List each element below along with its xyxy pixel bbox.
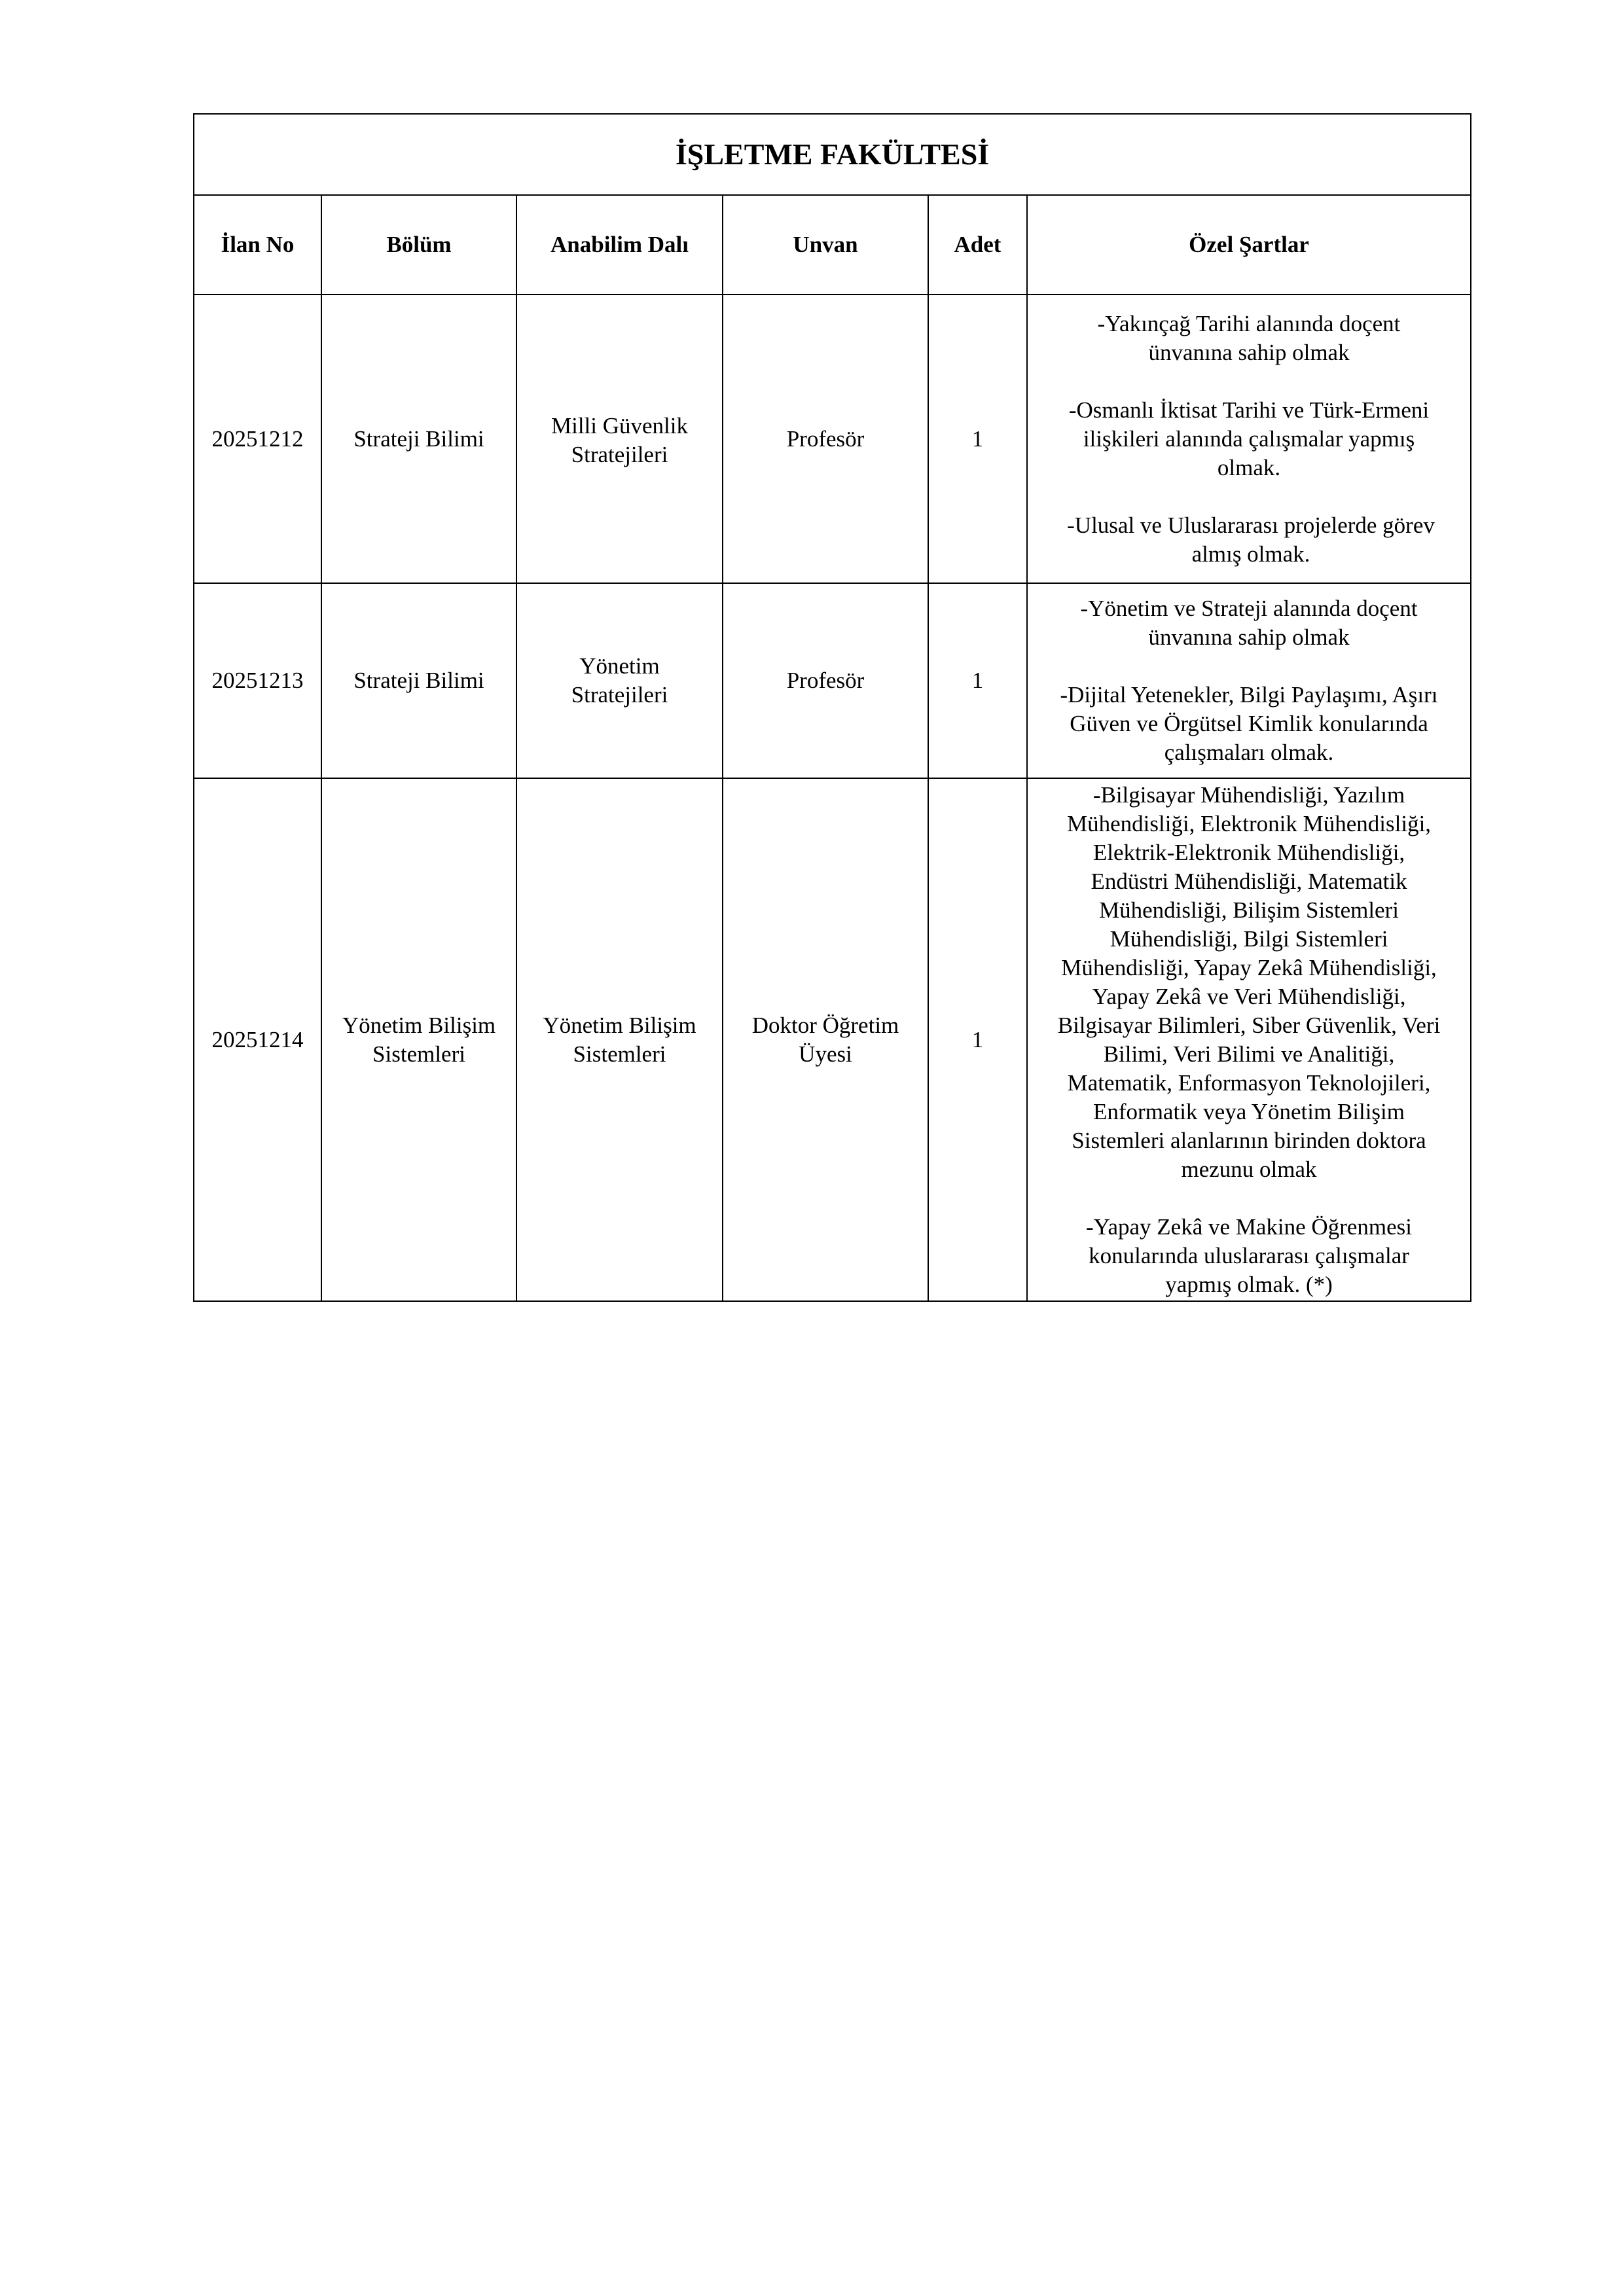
cell-ilan-no: 20251214: [194, 778, 321, 1301]
cell-anabilim-dali: Yönetim Bilişim Sistemleri: [516, 778, 723, 1301]
cell-anabilim-dali: Milli Güvenlik Stratejileri: [516, 295, 723, 583]
condition-text: -Bilgisayar Mühendisliği, Yazılım Mühendisliği, Elektronik Mühendisliği, Elektrik-Elektronik Mühendisliği, Endüstri Mühendisliği, Matematik Mühendisliği, Bilişim Sistemleri Mühendisliği, Bilgi Sistemleri Mühendisliği, Yapay Zekâ Mühendisliği, Yapay Zekâ ve Veri Mühendisliği, Bilgisayar Bilimleri, Siber Güvenlik, Veri Bilimi, Veri Bilimi ve Analitiği, Matematik, Enformasyon Teknolojileri, Enformatik veya Yönetim Bilişim Sistemleri alanlarının birinden doktora mezunu olmak: [1057, 781, 1441, 1182]
cell-adet: 1: [928, 778, 1027, 1301]
header-bolum: Bölüm: [321, 195, 516, 295]
header-anabilim-dali: Anabilim Dalı: [516, 195, 723, 295]
cell-ilan-no: 20251213: [194, 583, 321, 778]
cell-bolum: Yönetim Bilişim Sistemleri: [321, 778, 516, 1301]
faculty-postings-table: [193, 113, 1471, 1302]
table-row: [194, 295, 1471, 583]
cell-ozel-sartlar: [1027, 583, 1471, 778]
faculty-title: İŞLETME FAKÜLTESİ: [194, 114, 1471, 195]
table-row: [194, 778, 1471, 1301]
cell-anabilim-dali: Yönetim Stratejileri: [516, 583, 723, 778]
header-row: [194, 195, 1471, 295]
cell-adet: 1: [928, 295, 1027, 583]
cell-ilan-no: 20251212: [194, 295, 321, 583]
header-adet: Adet: [928, 195, 1027, 295]
cell-bolum: Strateji Bilimi: [321, 295, 516, 583]
cell-bolum: Strateji Bilimi: [321, 583, 516, 778]
cell-unvan: Doktor Öğretim Üyesi: [723, 778, 928, 1301]
condition-text: -Ulusal ve Uluslararası projelerde görev almış olmak.: [1067, 512, 1435, 567]
condition-text: -Osmanlı İktisat Tarihi ve Türk-Ermeni ilişkileri alanında çalışmalar yapmış olmak.: [1068, 397, 1430, 480]
condition-text: -Yönetim ve Strateji alanında doçent ünvanına sahip olmak: [1080, 596, 1418, 650]
header-ilan-no: İlan No: [194, 195, 321, 295]
cell-ozel-sartlar: [1027, 778, 1471, 1301]
condition-text: -Yakınçağ Tarihi alanında doçent ünvanına sahip olmak: [1097, 310, 1401, 365]
title-row: [194, 114, 1471, 195]
header-ozel-sartlar: Özel Şartlar: [1027, 195, 1471, 295]
cell-unvan: Profesör: [723, 583, 928, 778]
table-row: [194, 583, 1471, 778]
condition-text: -Yapay Zekâ ve Makine Öğrenmesi konularında uluslararası çalışmalar yapmış olmak. (*): [1086, 1213, 1412, 1297]
cell-unvan: Profesör: [723, 295, 928, 583]
condition-text: -Dijital Yetenekler, Bilgi Paylaşımı, Aşırı Güven ve Örgütsel Kimlik konularında çalışmaları olmak.: [1060, 682, 1438, 765]
cell-adet: 1: [928, 583, 1027, 778]
header-unvan: Unvan: [723, 195, 928, 295]
cell-ozel-sartlar: [1027, 295, 1471, 583]
